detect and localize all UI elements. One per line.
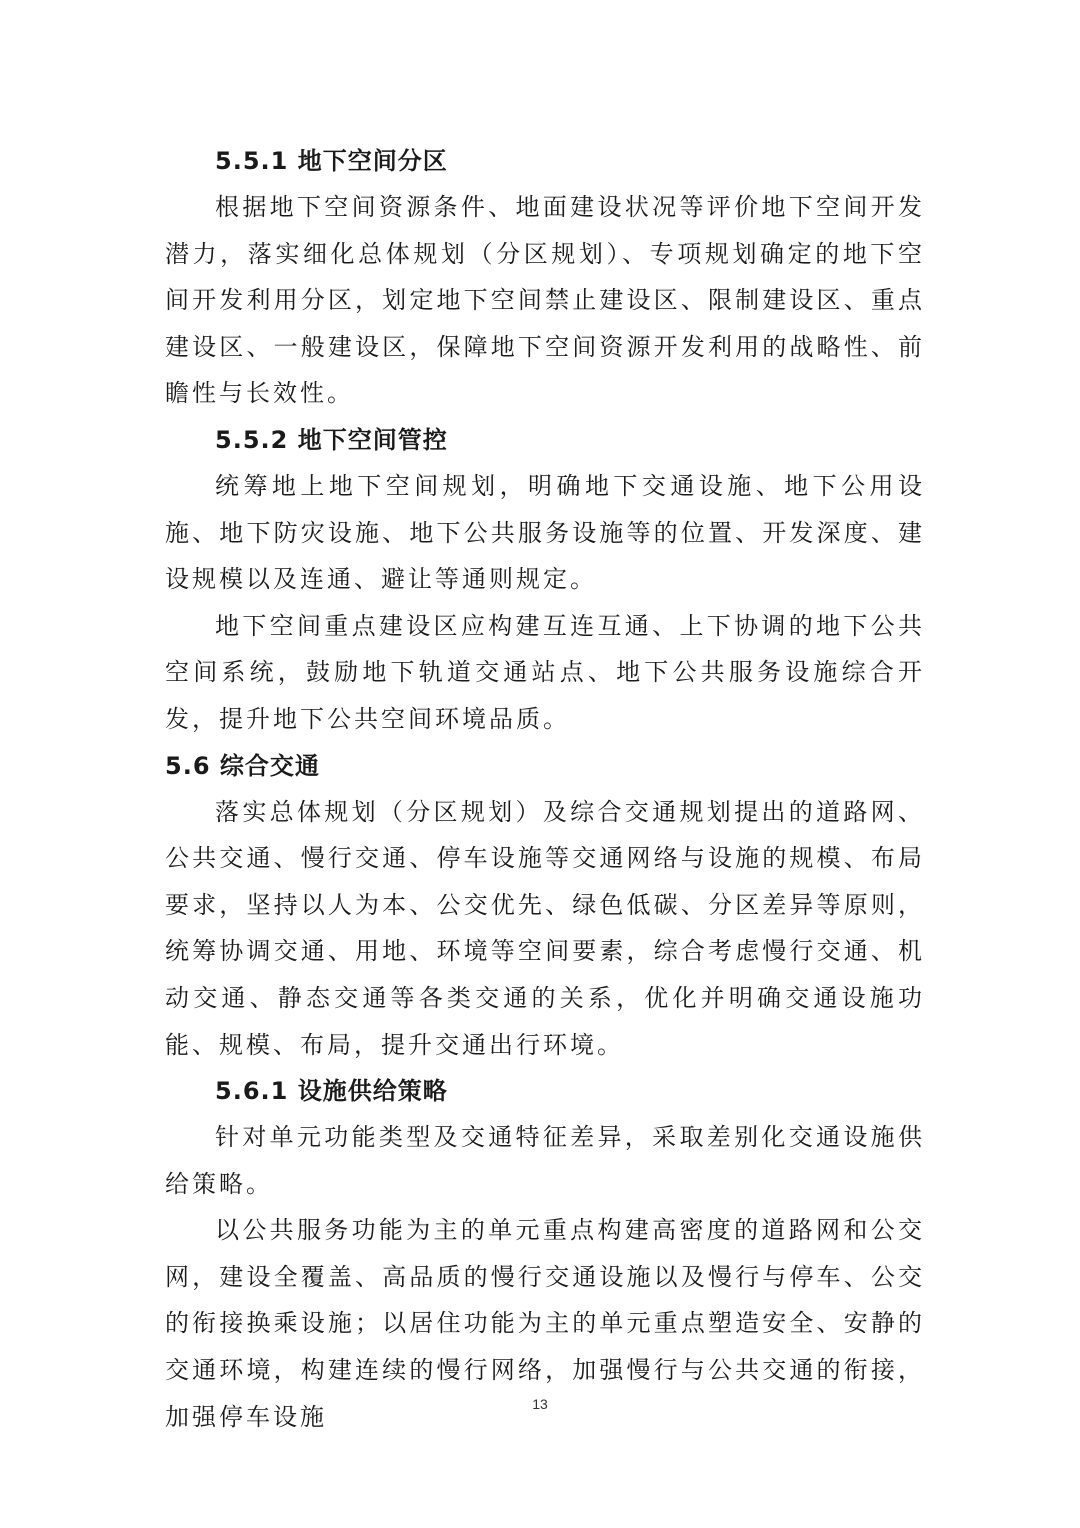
section-heading-5-5-2 bbox=[165, 417, 925, 463]
section-number: 5.6 bbox=[165, 751, 211, 780]
section-number: 5.5.1 bbox=[215, 147, 289, 175]
section-title: 地下空间分区 bbox=[297, 147, 448, 175]
section-heading-5-5-1 bbox=[165, 138, 925, 184]
section-heading-5-6 bbox=[165, 743, 925, 789]
section-title: 综合交通 bbox=[219, 751, 320, 780]
paragraph: 地下空间重点建设区应构建互连互通、上下协调的地下公共空间系统，鼓励地下轨道交通站点、地下公共服务设施综合开发，提升地下公共空间环境品质。 bbox=[165, 611, 925, 733]
section-number: 5.5.2 bbox=[215, 425, 289, 454]
paragraph: 根据地下空间资源条件、地面建设状况等评价地下空间开发潜力，落实细化总体规划（分区规划）、专项规划确定的地下空间开发利用分区，划定地下空间禁止建设区、限制建设区、重点建设区、一般建设区，保障地下空间资源开发利用的战略性、前瞻性与长效性。 bbox=[165, 193, 925, 408]
page-content bbox=[165, 138, 925, 1440]
paragraph: 针对单元功能类型及交通特征差异，采取差别化交通设施供给策略。 bbox=[165, 1123, 925, 1198]
paragraph: 落实总体规划（分区规划）及综合交通规划提出的道路网、公共交通、慢行交通、停车设施等交通网络与设施的规模、布局要求，坚持以人为本、公交优先、绿色低碳、分区差异等原则，统筹协调交通、用地、环境等空间要素，综合考虑慢行交通、机动交通、静态交通等各类交通的关系，优化并明确交通设施功能、规模、布局，提升交通出行环境。 bbox=[165, 797, 925, 1059]
section-title: 地下空间管控 bbox=[297, 425, 448, 454]
paragraph: 统筹地上地下空间规划，明确地下交通设施、地下公用设施、地下防灾设施、地下公共服务设施等的位置、开发深度、建设规模以及连通、避让等通则规定。 bbox=[165, 471, 925, 594]
section-heading-5-6-1 bbox=[165, 1068, 925, 1114]
section-title: 设施供给策略 bbox=[297, 1077, 448, 1106]
section-number: 5.6.1 bbox=[215, 1077, 289, 1106]
page-number: 13 bbox=[532, 1396, 548, 1412]
paragraph: 以公共服务功能为主的单元重点构建高密度的道路网和公交网，建设全覆盖、高品质的慢行交通设施以及慢行与停车、公交的衔接换乘设施；以居住功能为主的单元重点塑造安全、安静的交通环境，构建连续的慢行网络，加强慢行与公共交通的衔接，加强停车设施 bbox=[165, 1216, 925, 1431]
